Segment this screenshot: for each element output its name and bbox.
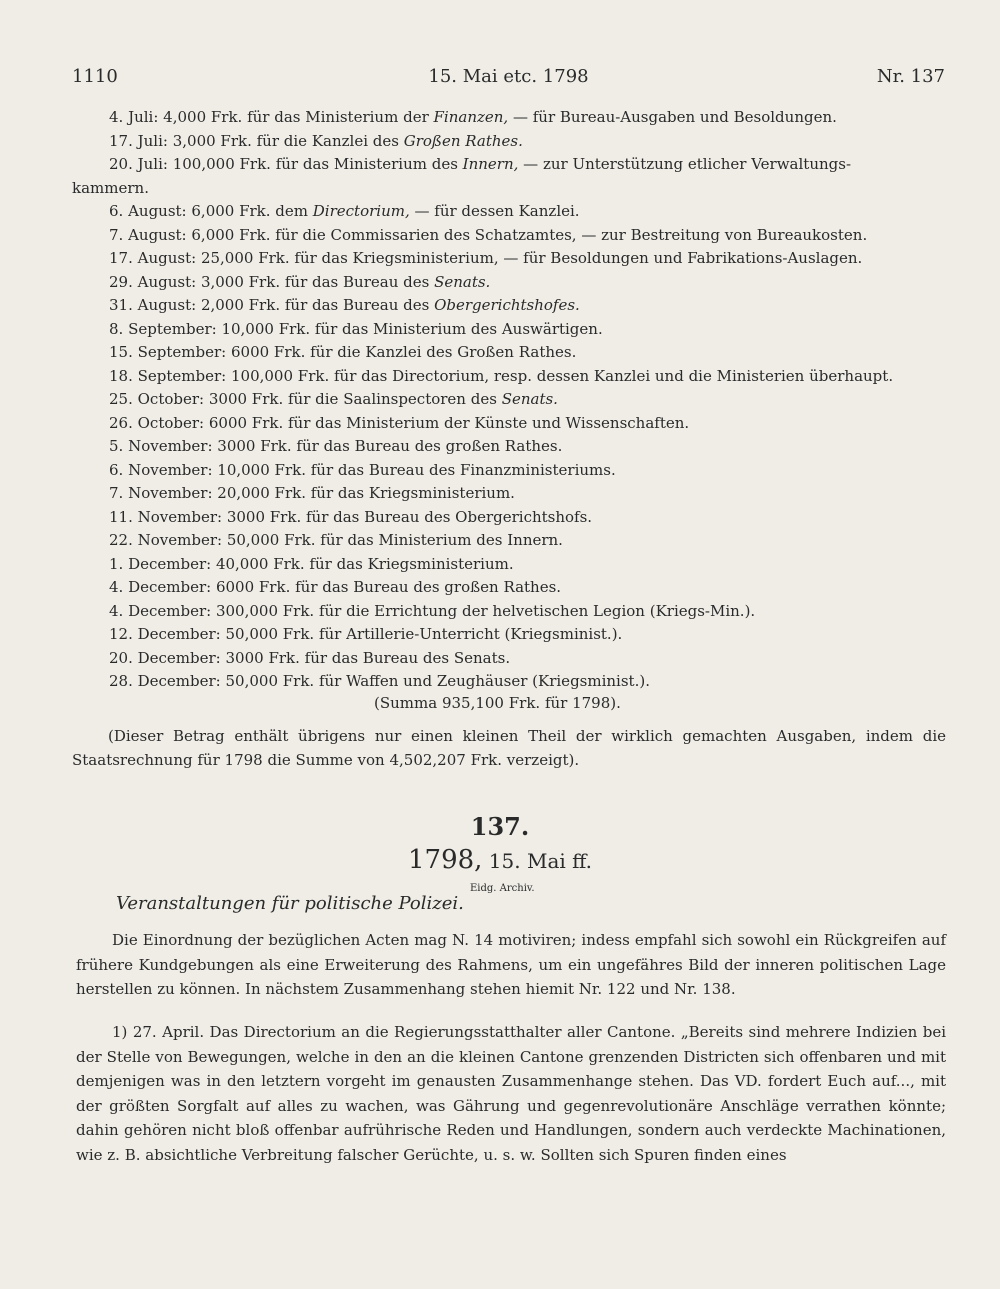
entry-text-tail: — zur Unterstützung etlicher Verwaltungs- xyxy=(518,155,852,173)
entry-emphasis: Finanzen, xyxy=(433,108,509,126)
entry-date: 6. August: xyxy=(109,202,187,220)
expense-entry xyxy=(72,224,947,248)
entry-date: 11. November: xyxy=(109,507,223,526)
entry-date: 17. Juli: xyxy=(109,131,168,150)
expense-entry xyxy=(72,576,947,600)
document-number: 137. xyxy=(470,812,530,841)
expense-entry xyxy=(72,388,947,412)
entry-date: 4. December: xyxy=(109,601,212,620)
entry-date: 17. August: xyxy=(109,249,197,267)
entry-date: 4. December: xyxy=(109,578,212,596)
entry-date: 15. September: xyxy=(109,343,227,361)
expense-entry xyxy=(72,200,947,224)
expense-entry xyxy=(72,365,947,389)
entry-text: 300,000 Frk. für die Errichtung der helvetischen Legion (Kriegs-Min.). xyxy=(211,601,756,620)
document-year: 1798, xyxy=(408,845,483,875)
entry-emphasis: Innern, xyxy=(462,155,519,173)
entry-text: 50,000 Frk. für Artillerie-Unterricht (Kriegsminist.). xyxy=(220,625,623,643)
entry-date: 20. December: xyxy=(109,648,221,667)
entry-emphasis: Senats. xyxy=(434,272,491,291)
document-date xyxy=(0,845,1000,875)
expense-entry xyxy=(72,459,947,483)
entry-date: 7. November: xyxy=(109,484,213,502)
intro-paragraph: Die Einordnung der bezüglichen Acten mag N. 14 motiviren; indess empfahl sich sowohl ein Rückgreifen auf frühere Kundgebungen als eine Erweiterung des Rahmens, um ein ungefähres Bild der inneren politischen Lage herstellen zu können. In nächstem Zusammenhang stehen hiemit Nr. 122 und Nr. 138. xyxy=(76,931,946,998)
expense-entry xyxy=(72,553,947,577)
entry-date: 29. August: xyxy=(109,272,197,291)
entry-text: 50,000 Frk. für das Ministerium des Innern. xyxy=(222,531,563,549)
entry-text: 3,000 Frk. für die Kanzlei des xyxy=(167,131,404,150)
entry-date: 25. October: xyxy=(109,390,205,408)
expense-entry xyxy=(72,294,947,318)
entry-text-tail: — für dessen Kanzlei. xyxy=(409,202,580,220)
expense-entry xyxy=(72,435,947,459)
page-header xyxy=(72,66,945,96)
archive-source: Eidg. Archiv. xyxy=(470,883,535,894)
budget-note: (Dieser Betrag enthält übrigens nur einen kleinen Theil der wirklich gemachten Ausgaben, indem die Staatsrechnung für 1798 die Summe von 4,502,207 Frk. verzeigt). xyxy=(72,727,946,769)
entry-text: 20,000 Frk. für das Kriegsministerium. xyxy=(212,484,515,502)
expense-entry xyxy=(72,529,947,553)
document-reference: Nr. 137 xyxy=(876,66,945,87)
expense-entry xyxy=(72,130,947,154)
entry-text: 2,000 Frk. für das Bureau des xyxy=(196,296,435,314)
expense-entry xyxy=(72,412,947,436)
entry-text: 6,000 Frk. dem xyxy=(186,202,313,220)
expense-entry xyxy=(72,341,947,365)
entry-text: 10,000 Frk. für das Bureau des Finanzministeriums. xyxy=(212,460,616,479)
running-title: 15. Mai etc. 1798 xyxy=(428,66,589,87)
page-number: 1110 xyxy=(72,66,118,87)
entry-text: 3000 Frk. für das Bureau des Obergerichtshofs. xyxy=(222,507,593,526)
entry-text: 3000 Frk. für das Bureau des großen Rathes. xyxy=(212,437,563,455)
entry-text-tail: — für Bureau-Ausgaben und Besoldungen. xyxy=(508,108,837,126)
entry-emphasis: Directorium, xyxy=(312,202,410,220)
expense-entry xyxy=(72,318,947,342)
entry-date: 18. September: xyxy=(109,366,227,385)
expense-entry xyxy=(72,482,947,506)
entry-text: 6,000 Frk. für die Commissarien des Schatzamtes, — zur Bestreitung von Bureaukosten. xyxy=(186,225,868,244)
entry-text: 100,000 Frk. für das Ministerium des xyxy=(167,155,463,173)
expense-entry xyxy=(72,647,947,671)
entry-emphasis: Obergerichtshofes. xyxy=(434,296,580,314)
entry-date: 8. September: xyxy=(109,319,217,338)
entry-date: 1. December: xyxy=(109,554,212,573)
expense-entry xyxy=(72,600,947,624)
entry-date: 28. December: xyxy=(109,672,221,690)
expense-entry xyxy=(72,623,947,647)
expense-entry xyxy=(72,271,947,295)
entry-date: 31. August: xyxy=(109,296,197,314)
entry-emphasis: Großen Rathes. xyxy=(403,131,523,150)
entry-date: 5. November: xyxy=(109,437,213,455)
entry-text: 3000 Frk. für die Saalinspectoren des xyxy=(204,390,502,408)
summa-line: (Summa 935,100 Frk. für 1798). xyxy=(374,694,621,712)
entry-text: 6000 Frk. für die Kanzlei des Großen Rathes. xyxy=(226,343,577,361)
document-subject: Veranstaltungen für politische Polizei. xyxy=(116,893,464,914)
expense-list xyxy=(72,106,947,694)
entry-emphasis: Senats. xyxy=(501,390,558,408)
expense-entry xyxy=(72,506,947,530)
entry-text: 6000 Frk. für das Bureau des großen Rathes. xyxy=(211,578,562,596)
entry-text: 4,000 Frk. für das Ministerium der xyxy=(158,108,434,126)
entry-text: 10,000 Frk. für das Ministerium des Auswärtigen. xyxy=(216,319,603,338)
entry-text: 50,000 Frk. für Waffen und Zeughäuser (Kriegsminist.). xyxy=(220,672,650,690)
entry-date: 22. November: xyxy=(109,531,223,549)
entry-date: 12. December: xyxy=(109,625,221,643)
expense-entry xyxy=(72,177,947,201)
entry-date: 20. Juli: xyxy=(109,155,168,173)
expense-entry xyxy=(72,153,947,177)
expense-entry xyxy=(72,670,947,694)
entry-text: 40,000 Frk. für das Kriegsministerium. xyxy=(211,554,514,573)
entry-date: 26. October: xyxy=(109,413,205,432)
entry-text: kammern. xyxy=(72,178,149,197)
entry-text: 25,000 Frk. für das Kriegsministerium, — für Besoldungen und Fabrikations-Auslagen. xyxy=(196,249,863,267)
entry-text: 3,000 Frk. für das Bureau des xyxy=(196,272,435,291)
entry-text: 100,000 Frk. für das Directorium, resp. dessen Kanzlei und die Ministerien überhaupt. xyxy=(226,366,894,385)
expense-entry xyxy=(72,247,947,271)
document-day: 15. Mai ff. xyxy=(488,849,592,873)
entry-text: 6000 Frk. für das Ministerium der Künste und Wissenschaften. xyxy=(204,413,690,432)
expense-entry xyxy=(72,106,947,130)
entry-date: 4. Juli: xyxy=(109,108,159,126)
entry-date: 7. August: xyxy=(109,225,187,244)
entry-text: 3000 Frk. für das Bureau des Senats. xyxy=(220,648,511,667)
entry-date: 6. November: xyxy=(109,460,213,479)
body-paragraph: 1) 27. April. Das Directorium an die Regierungsstatthalter aller Cantone. „Bereits sind mehrere Indizien bei der Stelle von Bewegungen, welche in den an die kleinen Cantone grenzenden Districten sich offenbaren und mit demjenigen was in den letztern vorgeht im genausten Zusammenhange stehen. Das VD. fordert Euch auf..., mit der größten Sorgfalt auf alles zu wachen, was Gährung und gegenrevolutionäre Anschläge verrathen könnte; dahin gehören nicht bloß offenbar aufrührische Reden und Handlungen, sondern auch verdeckte Machinationen, wie z. B. absichtliche Verbreitung falscher Gerüchte, u. s. w. Sollten sich Spuren finden eines xyxy=(76,1023,946,1164)
